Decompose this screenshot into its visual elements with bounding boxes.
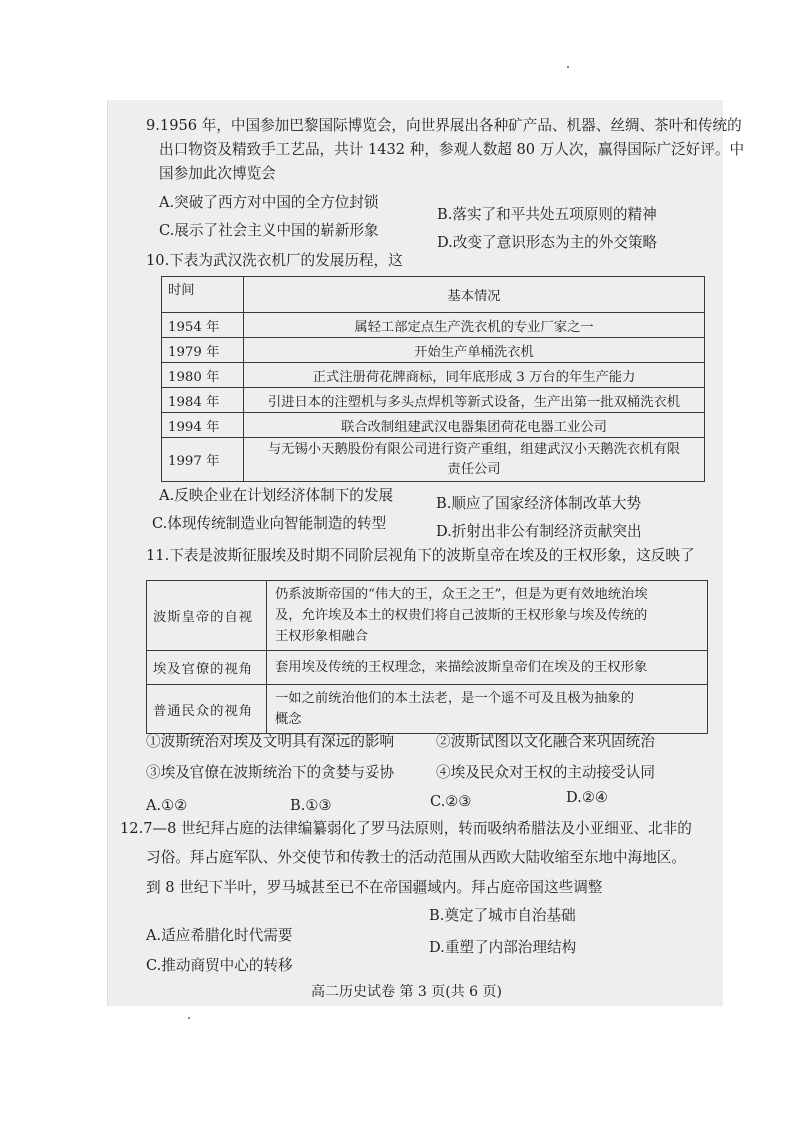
row-label: 埃及官僚的视角 (147, 651, 267, 685)
q11-option-c: C.②③ (430, 793, 472, 810)
year-cell: 1980 年 (162, 363, 244, 388)
info-cell: 引进日本的注塑机与多头点焊机等新式设备，生产出第一批双桶洗衣机 (244, 388, 705, 413)
q12-stem-line-1: 12.7—8 世纪拜占庭的法律编纂弱化了罗马法原则，转而吸纳希腊法及小亚细亚、北非的 (120, 820, 692, 837)
row-content (267, 685, 708, 734)
q9-stem-line-1: 9.1956 年，中国参加巴黎国际博览会，向世界展出各种矿产品、机器、丝绸、茶叶和传统的 (146, 117, 742, 134)
q10-table (161, 276, 705, 482)
content-line: 王权形象相融合 (275, 629, 369, 644)
table-row (162, 388, 705, 413)
row-label: 波斯皇帝的自视 (147, 581, 267, 651)
scan-speck (188, 1017, 190, 1019)
content-line: 概念 (275, 712, 302, 727)
table-row (147, 685, 708, 734)
table-row (162, 338, 705, 363)
table-row (147, 581, 708, 651)
year-cell: 1997 年 (162, 438, 244, 482)
q12-stem-line-3: 到 8 世纪下半叶，罗马城甚至已不在帝国疆域内。拜占庭帝国这些调整 (146, 879, 603, 896)
info-line: 责任公司 (447, 461, 501, 477)
row-content (267, 651, 708, 685)
row-content (267, 581, 708, 651)
info-cell (244, 438, 705, 482)
year-cell: 1994 年 (162, 413, 244, 438)
content-line: 及，允许埃及本土的权贵们将自己波斯的王权形象与埃及传统的 (275, 608, 648, 623)
content-line: 一如之前统治他们的本土法老，是一个遥不可及且极为抽象的 (275, 691, 635, 706)
q12-option-a: A.适应希腊化时代需要 (146, 927, 293, 944)
year-cell: 1984 年 (162, 388, 244, 413)
q10-option-c: C.体现传统制造业向智能制造的转型 (152, 515, 387, 532)
q12-stem-line-2: 习俗。拜占庭军队、外交使节和传教士的活动范围从西欧大陆收缩至东地中海地区。 (146, 849, 686, 866)
info-cell: 正式注册荷花牌商标，同年底形成 3 万台的年生产能力 (244, 363, 705, 388)
table-row (162, 413, 705, 438)
q10-option-b: B.顺应了国家经济体制改革大势 (436, 495, 642, 512)
q9-stem-line-3: 国参加此次博览会 (159, 165, 276, 182)
header-time: 时间 (162, 277, 244, 313)
q10-stem: 10.下表为武汉洗衣机厂的发展历程，这 (146, 252, 403, 269)
q12-option-d: D.重塑了内部治理结构 (429, 939, 577, 956)
table-row (162, 438, 705, 482)
content-line: 仍系波斯帝国的“伟大的王，众王之王”，但是为更有效地统治埃 (275, 587, 648, 602)
q10-option-d: D.折射出非公有制经济贡献突出 (436, 523, 642, 540)
header-info: 基本情况 (244, 277, 705, 313)
q9-stem-line-2: 出口物资及精致手工艺品，共计 1432 种，参观人数超 80 万人次，赢得国际广泛好评。中 (159, 141, 745, 158)
q11-statement-1: ①波斯统治对埃及文明具有深远的影响 (146, 733, 395, 750)
content-line: 套用埃及传统的王权理念，来描绘波斯皇帝们在埃及的王权形象 (275, 660, 648, 675)
row-label: 普通民众的视角 (147, 685, 267, 734)
q11-statement-2: ②波斯试图以文化融合来巩固统治 (436, 733, 655, 750)
q9-option-d: D.改变了意识形态为主的外交策略 (437, 234, 658, 251)
q11-statement-4: ④埃及民众对王权的主动接受认同 (436, 764, 655, 781)
q9-option-a: A.突破了西方对中国的全方位封锁 (159, 194, 379, 211)
table-row (147, 651, 708, 685)
table-row (162, 277, 705, 313)
scan-speck (567, 66, 569, 68)
q9-option-b: B.落实了和平共处五项原则的精神 (437, 206, 657, 223)
page-footer: 高二历史试卷 第 3 页(共 6 页) (311, 984, 502, 1000)
q11-stem: 11.下表是波斯征服埃及时期不同阶层视角下的波斯皇帝在埃及的王权形象，这反映了 (146, 547, 695, 564)
q11-option-a: A.①② (146, 797, 188, 814)
q12-option-c: C.推动商贸中心的转移 (146, 957, 293, 974)
info-cell: 属轻工部定点生产洗衣机的专业厂家之一 (244, 313, 705, 338)
info-cell: 联合改制组建武汉电器集团荷花电器工业公司 (244, 413, 705, 438)
year-cell: 1979 年 (162, 338, 244, 363)
q11-option-d: D.②④ (566, 789, 608, 806)
q11-table (146, 580, 708, 734)
table-row (162, 313, 705, 338)
q12-option-b: B.奠定了城市自治基础 (429, 907, 576, 924)
info-line: 与无锡小天鹅股份有限公司进行资产重组，组建武汉小天鹅洗衣机有限 (267, 441, 681, 457)
info-cell: 开始生产单桶洗衣机 (244, 338, 705, 363)
q9-option-c: C.展示了社会主义中国的崭新形象 (159, 222, 379, 239)
q10-option-a: A.反映企业在计划经济体制下的发展 (159, 487, 394, 504)
q11-option-b: B.①③ (290, 797, 332, 814)
table-row (162, 363, 705, 388)
q11-statement-3: ③埃及官僚在波斯统治下的贪婪与妥协 (146, 764, 395, 781)
year-cell: 1954 年 (162, 313, 244, 338)
